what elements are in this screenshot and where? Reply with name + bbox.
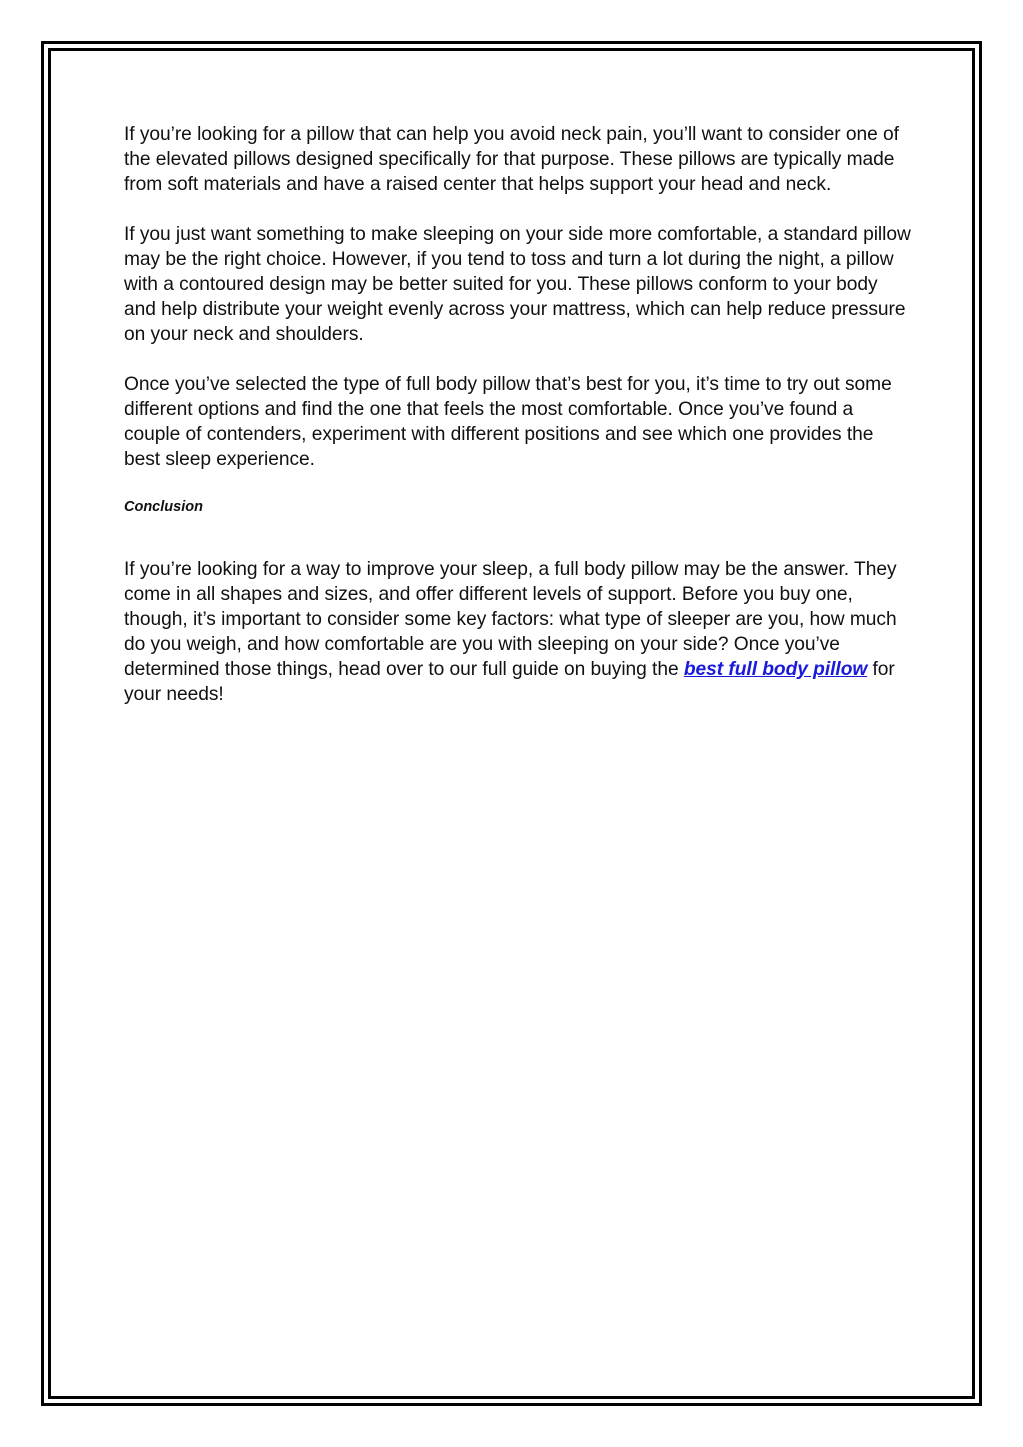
conclusion-heading: Conclusion xyxy=(124,499,203,515)
paragraph-conclusion xyxy=(124,557,914,707)
document-body xyxy=(124,122,914,732)
best-full-body-pillow-link[interactable]: best full body pillow xyxy=(683,659,868,680)
paragraph-neck-pain: If you’re looking for a pillow that can help you avoid neck pain, you’ll want to consider one of the elevated pillows designed specifically for that purpose. These pillows are typically made from soft materials and have a raised center that helps support your head and neck. xyxy=(124,124,899,195)
conclusion-text-after-link: for your needs! xyxy=(124,659,895,705)
paragraph-side-sleeping: If you just want something to make sleeping on your side more comfortable, a standard pillow may be the right choice. However, if you tend to toss and turn a lot during the night, a pillow with a contoured design may be better suited for you. These pillows conform to your body and help distribute your weight evenly across your mattress, which can help reduce pressure on your neck and shoulders. xyxy=(124,224,911,345)
conclusion-text-before-link: If you’re looking for a way to improve your sleep, a full body pillow may be the answer. They come in all shapes and sizes, and offer different levels of support. Before you buy one, though, it’s important to consider some key factors: what type of sleeper are you, how much do you weigh, and how comfortable are you with sleeping on your side? Once you’ve determined those things, head over to our full guide on buying the xyxy=(124,559,897,680)
paragraph-try-options: Once you’ve selected the type of full body pillow that’s best for you, it’s time to try out some different options and find the one that feels the most comfortable. Once you’ve found a couple of contenders, experiment with different positions and see which one provides the best sleep experience. xyxy=(124,374,892,470)
